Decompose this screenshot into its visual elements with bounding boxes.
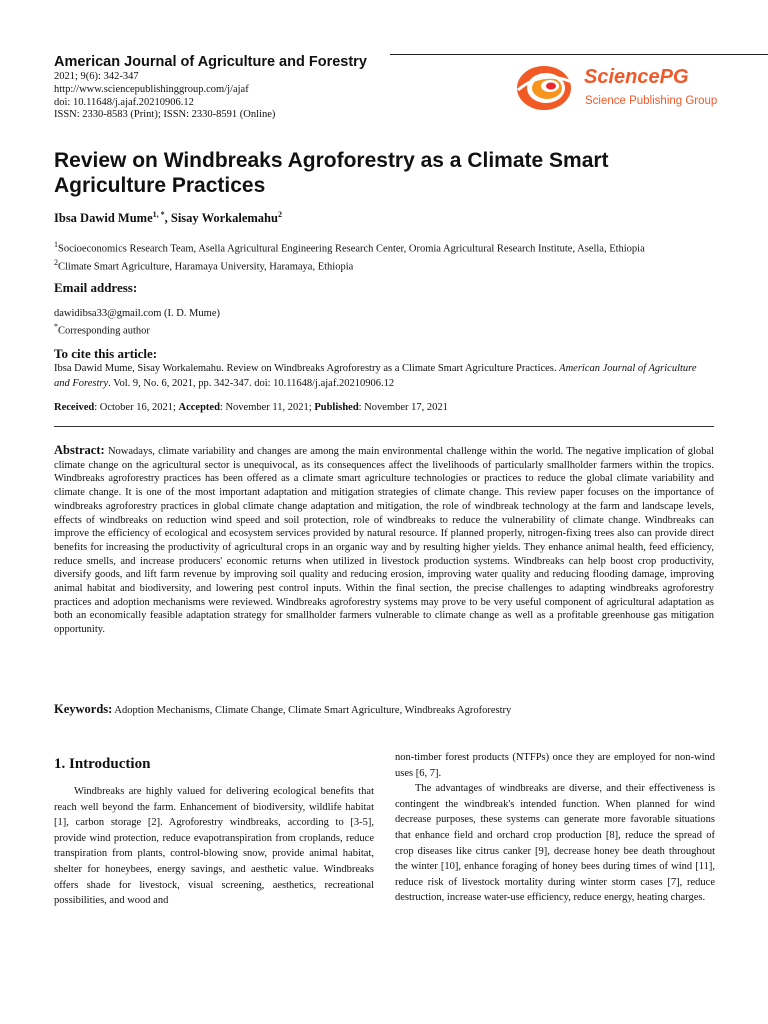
journal-issue: 2021; 9(6): 342-347 — [54, 71, 139, 82]
accepted-date: : November 11, 2021; — [219, 402, 315, 413]
cite-body: Ibsa Dawid Mume, Sisay Workalemahu. Review on Windbreaks Agroforestry as a Climate Smart Agriculture Practices. — [54, 363, 560, 374]
corresponding-text: Corresponding author — [58, 325, 150, 337]
logo-swirl-icon — [514, 60, 578, 116]
intro-heading: 1. Introduction — [54, 756, 151, 772]
affiliation-2-sup: 2 — [54, 258, 58, 267]
corresponding-note — [54, 322, 150, 337]
email-heading: Email address: — [54, 280, 138, 295]
published-label: Published — [314, 402, 359, 413]
intro-left-column — [54, 784, 374, 909]
author-2[interactable]: Sisay Workalemahu — [170, 211, 278, 226]
logo-brand: SciencePG — [584, 66, 689, 88]
affiliation-1-text: Socioeconomics Research Team, Asella Agricultural Engineering Research Center, Oromia Agricultural Research Institute, Asella, Ethiopia — [58, 243, 645, 255]
intro-paragraph-continued: non-timber forest products (NTFPs) once they are employed for non-wind uses [6, 7]. — [395, 752, 715, 779]
intro-paragraph: The advantages of windbreaks are diverse, and their effectiveness is contingent the windbreak's intended function. When planned for wind decrease purposes, these systems can generate more favorable situations that enhance field and orchard crop production [8], reduce the spread of crop diseases like citrus canker [9], decrease honey bee death throughout the winter [10], enhance foraging of honey bees during times of wind [11], reduce risk of livestock mortality during winter storm cases [7], reduce destruction, increase water-use efficiency, reduce energy, heating charges. — [395, 783, 715, 904]
journal-meta — [54, 71, 275, 122]
affiliation-2-text: Climate Smart Agriculture, Haramaya University, Haramaya, Ethiopia — [58, 261, 354, 273]
cite-journal: American Journal of Agriculture and Forestry — [54, 363, 697, 389]
keywords — [54, 702, 714, 717]
cite-tail: . Vol. 9, No. 6, 2021, pp. 342-347. doi: 10.11648/j.ajaf.20210906.12 — [108, 377, 395, 389]
keywords-label: Keywords: — [54, 702, 113, 716]
sciencepg-logo — [514, 60, 718, 116]
journal-doi[interactable]: doi: 10.11648/j.ajaf.20210906.12 — [54, 96, 194, 108]
author-line — [54, 210, 282, 226]
corresponding-sup: * — [54, 322, 58, 331]
keywords-text: Adoption Mechanisms, Climate Change, Climate Smart Agriculture, Windbreaks Agroforestry — [114, 705, 512, 716]
intro-paragraph: Windbreaks are highly valued for delivering ecological benefits that reach well beyond the farm. Enhancement of biodiversity, wildlife habitat [1], carbon storage [2]. Agroforestry windbreaks, according to [3-5], provide wind protection, reduce evapotranspiration from croplands, reduce transpiration from plants, control-blowing snow, provide animal habitat, shelter for honeybees, energy savings, and aesthetic value. Windbreaks offers shade for livestock, visual screening, aesthetics, recreational possibilities, and wood and — [54, 786, 374, 907]
affiliation-1-sup: 1 — [54, 240, 58, 249]
received-date: : October 16, 2021; — [94, 402, 179, 413]
logo-subtitle: Science Publishing Group — [585, 95, 718, 107]
cite-heading: To cite this article: — [54, 346, 158, 361]
author-separator: , — [164, 211, 171, 226]
affiliation-2 — [54, 256, 724, 274]
cite-text — [54, 362, 714, 391]
journal-title: American Journal of Agriculture and Forestry — [54, 54, 367, 70]
author-1-sup: 1, * — [152, 210, 165, 219]
received-label: Received — [54, 402, 95, 413]
abstract-label: Abstract: — [54, 443, 105, 457]
affiliation-1 — [54, 238, 724, 256]
journal-issn: ISSN: 2330-8583 (Print); ISSN: 2330-8591 (Online) — [54, 109, 276, 121]
intro-right-column — [395, 750, 715, 906]
journal-url[interactable]: http://www.sciencepublishinggroup.com/j/ajaf — [54, 83, 249, 95]
accepted-label: Accepted — [178, 402, 220, 413]
abstract — [54, 444, 714, 637]
email-address[interactable]: dawidibsa33@gmail.com (I. D. Mume) — [54, 308, 220, 319]
section-divider — [54, 426, 714, 427]
published-date: : November 17, 2021 — [358, 402, 448, 413]
author-1[interactable]: Ibsa Dawid Mume — [54, 211, 153, 226]
article-dates — [54, 402, 448, 413]
article-title: Review on Windbreaks Agroforestry as a Climate Smart Agriculture Practices — [54, 149, 609, 197]
author-2-sup: 2 — [277, 210, 282, 219]
abstract-text: Nowadays, climate variability and changes are among the main environmental challenge within the world. The negative implication of global climate change on the agricultural sector is unequivocal, as its consequences affect the livelihoods of particularly smallholder farmers within the tropics. Windbreaks agroforestry practices has been offered as a climate smart agriculture technologies or practices to reduce the global climate variability and climate change. It is one of the most important adaptation and mitigation strategies of climate change. This review paper focuses on the importance of windbreaks agroforestry practices in global climate change adaptation and mitigation, the role of windbreak technology at the farm and landscape levels, effects of windbreaks on reduction wind speed and soil protection, role of windbreaks to reduce the vulnerability of climate change. Windbreaks can improve the efficiency of ecological and ecosystem services provided by natural resource. If planned properly, nitrogen-fixing trees also can provide direct benefits for increasing the productivity of agricultural crops in an organic way and by resulting higher yields. They enhance animal health, feed efficiency, reduce smells, and increase producers' economic returns when utilized in livestock production systems. Windbreaks can help boost crop productivity, diversify goods, and lift farm revenue by improving soil quality and reducing erosion, improving water quality and reducing flooding damage, improving animal habitat and biodiversity, and lowering pest control inputs. Within the final section, the precise challenges to adapting windbreaks agroforestry practices and adoption mechanisms were reviewed. Windbreaks agroforestry systems may prove to be very useful component of agricultural adaptation as both an economically feasible adaptation strategy for smallholder farmers vulnerable to climate change as well as a profitable greenhouse gas mitigation opportunity. — [54, 446, 714, 636]
header-rule — [390, 54, 768, 55]
